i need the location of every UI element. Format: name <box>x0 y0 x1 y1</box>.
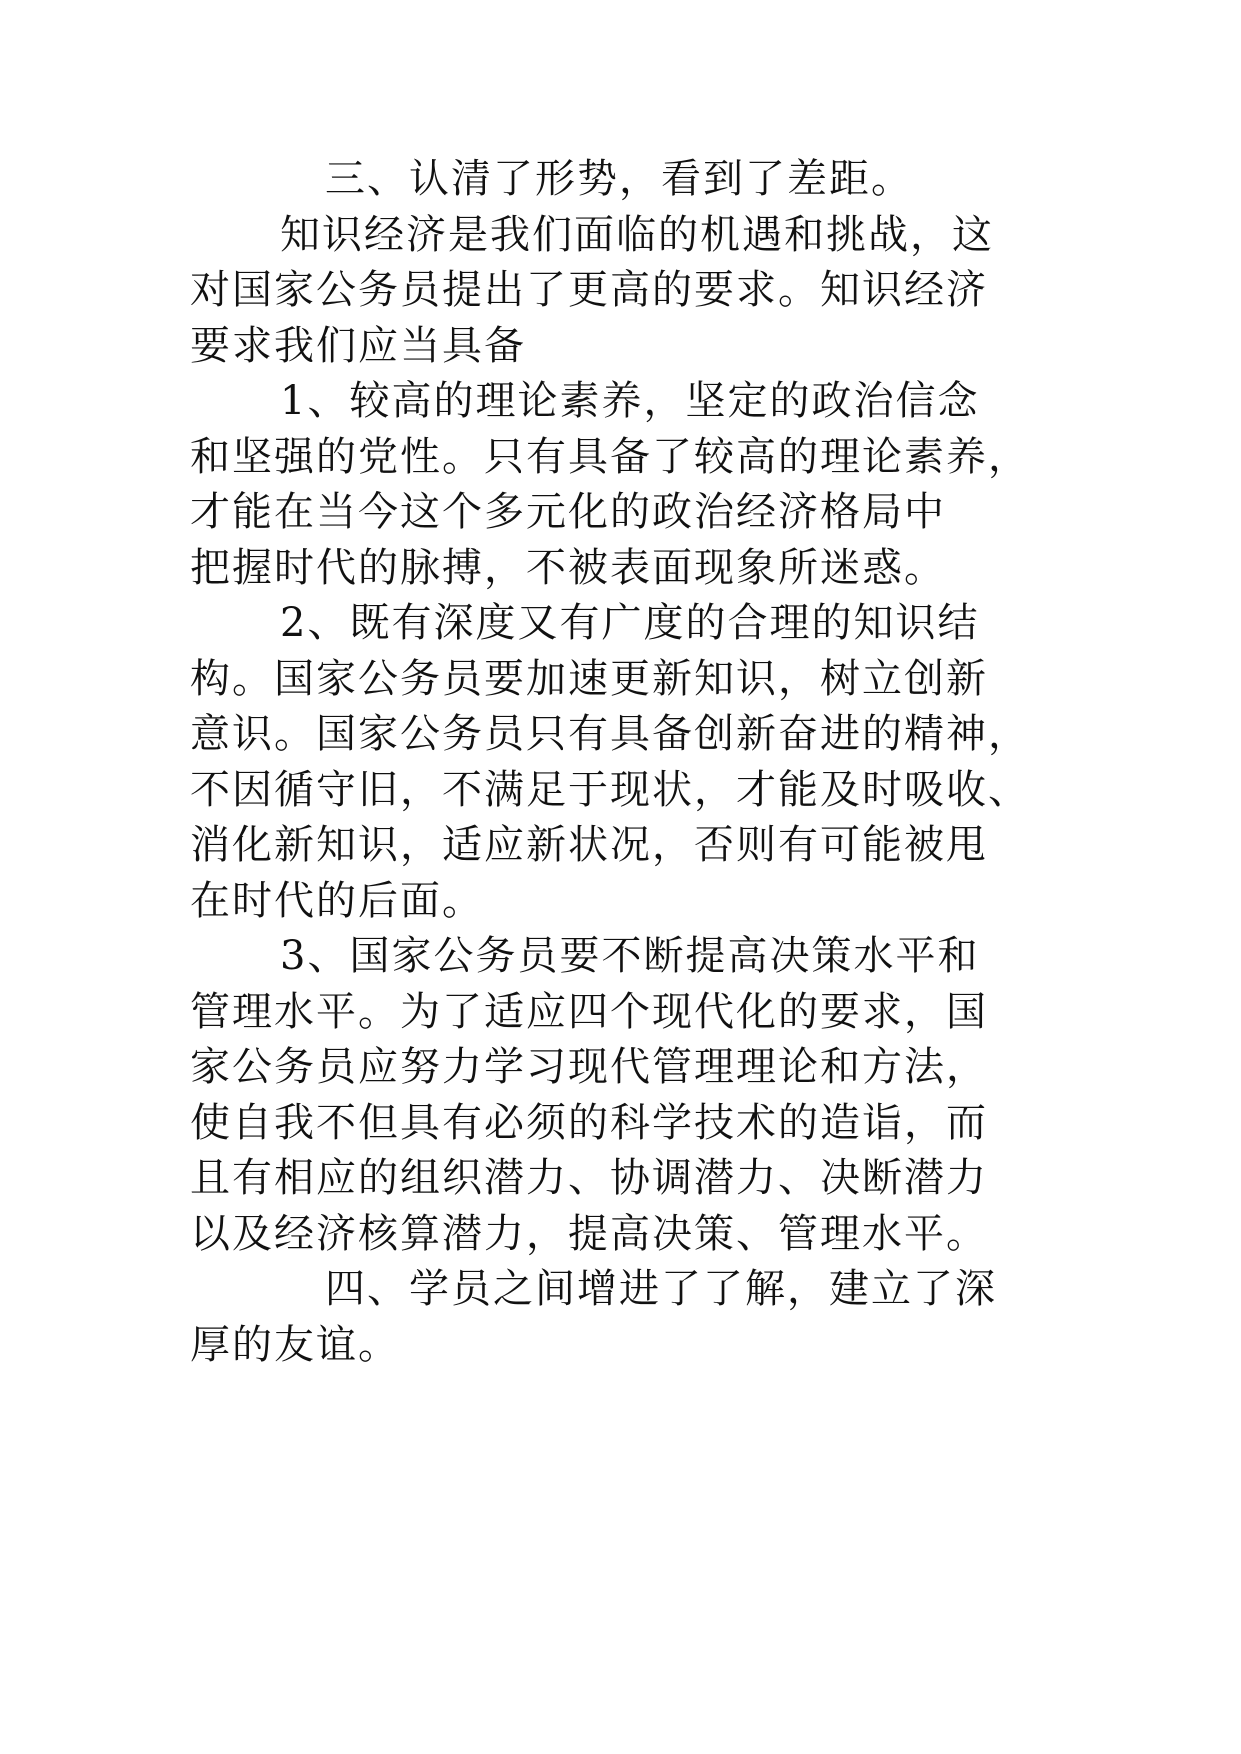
section-heading-4: 四、学员之间增进了了解，建立了深 <box>325 1266 997 1312</box>
paragraph-line: 对国家公务员提出了更高的要求。知识经济 <box>190 267 988 313</box>
paragraph-line: 管理水平。为了适应四个现代化的要求，国 <box>190 988 988 1035</box>
paragraph-line: 知识经济是我们面临的机遇和挑战，这 <box>280 211 994 258</box>
paragraph-line: 构。国家公务员要加速更新知识，树立创新 <box>190 655 988 702</box>
list-item-2-line: 2、既有深度又有广度的合理的知识结 <box>280 600 980 646</box>
document-body <box>190 152 1070 1373</box>
paragraph-line: 意识。国家公务员只有具备创新奋进的精神， <box>190 711 1030 757</box>
paragraph-line: 要求我们应当具备 <box>190 322 526 369</box>
paragraph-line: 不因循守旧，不满足于现状，才能及时吸收、 <box>190 766 1030 813</box>
section-heading-3: 三、认清了形势，看到了差距。 <box>325 156 913 202</box>
paragraph-line: 才能在当今这个多元化的政治经济格局中 <box>190 489 946 535</box>
paragraph-line: 且有相应的组织潜力、协调潜力、决断潜力 <box>190 1155 988 1201</box>
paragraph-line: 使自我不但具有必须的科学技术的造诣，而 <box>190 1099 988 1146</box>
paragraph-line: 和坚强的党性。只有具备了较高的理论素养， <box>190 433 1030 480</box>
list-item-1-line: 1、较高的理论素养，坚定的政治信念 <box>280 378 980 424</box>
paragraph-line: 厚的友谊。 <box>190 1321 400 1368</box>
paragraph-line: 家公务员应努力学习现代管理理论和方法， <box>190 1044 988 1090</box>
paragraph-line: 消化新知识，适应新状况，否则有可能被甩 <box>190 822 988 868</box>
list-item-3-line: 3、国家公务员要不断提高决策水平和 <box>280 933 980 979</box>
paragraph-line: 以及经济核算潜力，提高决策、管理水平。 <box>190 1210 988 1257</box>
paragraph-line: 把握时代的脉搏，不被表面现象所迷惑。 <box>190 544 946 591</box>
paragraph-line: 在时代的后面。 <box>190 877 484 924</box>
